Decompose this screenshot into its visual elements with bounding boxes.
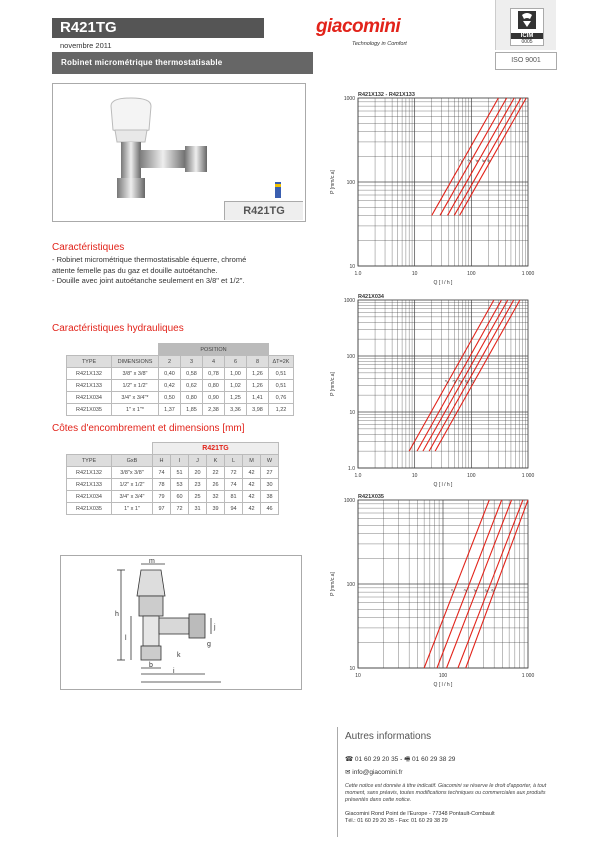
chart-r421x132-r421x133 <box>320 88 545 288</box>
series-label: 8 <box>486 158 492 164</box>
table-cell: 0,58 <box>181 368 203 380</box>
table-cell: 51 <box>171 467 189 479</box>
series-label: 2 <box>449 588 456 593</box>
technical-drawing <box>60 555 302 690</box>
y-axis-label: P [mm/c.a] <box>330 572 336 596</box>
y-tick-label: 1000 <box>343 298 355 304</box>
col-header: GxB <box>112 455 153 467</box>
y-tick-label: 1.0 <box>348 466 355 472</box>
cert-number: 0005 <box>521 39 533 45</box>
table-cell: 3/8"x 3/8" <box>112 467 153 479</box>
table-cell: 39 <box>207 503 225 515</box>
table-cell: 74 <box>153 467 171 479</box>
table-cell: 38 <box>261 491 279 503</box>
table-cell: 3/4" x 3/4"* <box>112 392 159 404</box>
valve-drawing <box>61 556 301 689</box>
series-label: 4 <box>457 379 464 384</box>
product-code: R421TG <box>52 18 264 38</box>
chart-2-wrap <box>320 290 545 495</box>
col-header: DIMENSIONS <box>112 356 159 368</box>
table-cell: 0,40 <box>159 368 181 380</box>
table-cell: R421X034 <box>67 491 112 503</box>
table-cell: 0,50 <box>159 392 181 404</box>
chart-r421x035 <box>320 490 545 690</box>
table-row <box>67 404 294 416</box>
col-header: H <box>153 455 171 467</box>
contact-phone-fax: ☎ 01 60 29 20 35 - 🖷 01 60 29 38 29 <box>345 756 456 763</box>
contact-email <box>345 768 403 776</box>
y-tick-label: 1000 <box>343 96 355 102</box>
table-cell: R421X132 <box>67 368 112 380</box>
table-cell: R421X035 <box>67 503 112 515</box>
x-tick-label: 1 000 <box>521 271 535 277</box>
table-cell: 3/8" x 3/8" <box>112 368 159 380</box>
col-header: TYPE <box>67 455 112 467</box>
table-cell: 0,80 <box>203 380 225 392</box>
table-cell: 81 <box>225 491 243 503</box>
table-cell: 30 <box>261 479 279 491</box>
col-header: M <box>243 455 261 467</box>
table-cell: 1,25 <box>225 392 247 404</box>
col-header: TYPE <box>67 356 112 368</box>
table-cell: R421X132 <box>67 467 112 479</box>
features-title: Caractéristiques <box>52 242 125 253</box>
series-label: 3 <box>451 379 458 384</box>
brand-tagline: Technology in Comfort <box>352 41 407 47</box>
dimensions-table-wrap <box>66 442 279 515</box>
y-tick-label: 100 <box>346 354 355 360</box>
table-row <box>67 503 279 515</box>
table-cell: 0,62 <box>181 380 203 392</box>
col-header: 8 <box>247 356 269 368</box>
hydraulic-title: Caractéristiques hydrauliques <box>52 323 184 334</box>
y-tick-label: 10 <box>349 666 355 672</box>
brand-logo: giacomini <box>316 16 401 37</box>
table-cell: 26 <box>207 479 225 491</box>
table-cell: 0,51 <box>269 368 294 380</box>
dimensions-title: Côtes d'encombrement et dimensions [mm] <box>52 423 245 434</box>
chart-3-wrap <box>320 490 545 695</box>
dim-label: j <box>214 624 216 631</box>
chart-1-wrap <box>320 88 545 293</box>
table-cell: 1" x 1" <box>112 503 153 515</box>
table-cell: 46 <box>261 503 279 515</box>
table-cell: 1,02 <box>225 380 247 392</box>
col-header: K <box>207 455 225 467</box>
x-tick-label: 1.0 <box>354 473 362 479</box>
series-label: 6 <box>483 588 490 593</box>
col-header: 6 <box>225 356 247 368</box>
series-label: 3 <box>462 588 469 593</box>
certification-logo <box>510 8 544 46</box>
hydraulic-table <box>66 343 294 416</box>
table-cell: 1,22 <box>269 404 294 416</box>
table-cell: 0,78 <box>203 368 225 380</box>
table-cell: 1,41 <box>247 392 269 404</box>
cert-label: ICIM <box>511 33 543 39</box>
series-label: 3 <box>466 158 473 164</box>
table-cell: 27 <box>261 467 279 479</box>
table-cell: 22 <box>207 467 225 479</box>
x-tick-label: 10 <box>411 271 418 277</box>
table-row <box>67 491 279 503</box>
table-cell: 0,76 <box>269 392 294 404</box>
series-label: 4 <box>472 588 478 593</box>
dim-label: m <box>149 558 155 565</box>
features-text <box>52 255 302 287</box>
series-label: 2 <box>458 158 464 164</box>
table-row <box>67 380 294 392</box>
table-row <box>67 392 294 404</box>
table-cell: 1,26 <box>247 368 269 380</box>
disclaimer: Cette notice est donnée à titre indicatif. Giacomini se réserve le droit d'apporter, à tout moment, sans préavis, toutes modifications techniques ou commerciales aux produits présentés dans cette notice. <box>345 783 547 803</box>
y-tick-label: 10 <box>349 264 355 270</box>
table-cell: 1,85 <box>181 404 203 416</box>
dimensions-table <box>66 442 279 515</box>
table-cell: 78 <box>153 479 171 491</box>
x-tick-label: 100 <box>467 271 476 277</box>
table-cell: 0,80 <box>181 392 203 404</box>
col-header: J <box>189 455 207 467</box>
table-cell: 1,26 <box>247 380 269 392</box>
table-cell: 32 <box>207 491 225 503</box>
dim-label: g <box>207 641 211 648</box>
features-line: attente femelle pas du gaz et douille autoétanche. <box>52 265 218 275</box>
chart-title: R421X132 - R421X133 <box>358 92 415 98</box>
dim-label: h <box>115 611 119 618</box>
table-row <box>67 467 279 479</box>
table-cell: 1/2" x 1/2" <box>112 380 159 392</box>
table-cell: 0,90 <box>203 392 225 404</box>
series-label: 8 <box>469 379 476 384</box>
table-cell: R421X133 <box>67 479 112 491</box>
table-cell: 25 <box>189 491 207 503</box>
fax-number: 01 60 29 38 29 <box>412 756 456 763</box>
table-cell: 74 <box>225 479 243 491</box>
position-header: POSITION <box>159 344 269 356</box>
product-label: R421TG <box>224 201 303 220</box>
col-header: 3 <box>181 356 203 368</box>
address-line: Tél.: 01 60 29 20 35 - Fax: 01 60 29 38 29 <box>345 818 448 824</box>
plot-frame <box>358 300 528 468</box>
table-row <box>67 368 294 380</box>
dim-label: l <box>125 635 127 642</box>
table-row <box>67 479 279 491</box>
table-cell: 20 <box>189 467 207 479</box>
table-cell: 23 <box>189 479 207 491</box>
logo-mark-icon <box>275 182 281 198</box>
email-link[interactable]: info@giacomini.fr <box>352 769 403 776</box>
y-axis-label: P [mm/c.a] <box>330 372 336 396</box>
phone-icon: ☎ <box>345 756 354 763</box>
chart-r421x034 <box>320 290 545 490</box>
table-cell: 1,37 <box>159 404 181 416</box>
table-cell: 72 <box>225 467 243 479</box>
y-tick-label: 100 <box>346 180 355 186</box>
x-axis-label: Q [ l / h ] <box>433 280 453 286</box>
publication-date: novembre 2011 <box>60 41 112 50</box>
y-tick-label: 1000 <box>343 498 355 504</box>
x-tick-label: 1 000 <box>521 673 535 679</box>
x-axis-label: Q [ l / h ] <box>433 482 453 488</box>
dimensions-caption: R421TG <box>153 443 279 455</box>
table-cell: 94 <box>225 503 243 515</box>
chart-title: R421X035 <box>358 494 384 500</box>
x-tick-label: 10 <box>355 673 361 679</box>
table-cell: 42 <box>243 491 261 503</box>
series-label: 6 <box>480 158 487 164</box>
chart-title: R421X034 <box>358 294 384 300</box>
table-cell: 42 <box>243 479 261 491</box>
x-tick-label: 100 <box>467 473 476 479</box>
table-cell: R421X035 <box>67 404 112 416</box>
table-cell: 97 <box>153 503 171 515</box>
iso-badge: ISO 9001 <box>495 52 557 70</box>
cert-seal-icon <box>512 9 542 31</box>
x-axis-label: Q [ l / h ] <box>433 682 453 688</box>
y-tick-label: 100 <box>346 582 355 588</box>
product-title: Robinet micrométrique thermostatisable <box>52 52 313 74</box>
table-cell: 72 <box>171 503 189 515</box>
x-tick-label: 1 000 <box>521 473 535 479</box>
phone-number: 01 60 29 20 35 <box>354 756 399 763</box>
hydraulic-table-wrap <box>66 343 294 416</box>
table-cell: 3/4" x 3/4" <box>112 491 153 503</box>
col-header: ΔT=2K <box>269 356 294 368</box>
x-tick-label: 1.0 <box>354 271 362 277</box>
info-title: Autres informations <box>345 731 432 742</box>
col-header: W <box>261 455 279 467</box>
dim-label: k <box>177 652 181 659</box>
table-cell: R421X034 <box>67 392 112 404</box>
x-tick-label: 100 <box>438 673 448 679</box>
col-header: 4 <box>203 356 225 368</box>
col-header: I <box>171 455 189 467</box>
address-line: Giacomini Rond Point de l'Europe - 77348 Pontault-Combault <box>345 811 495 817</box>
table-cell: 31 <box>189 503 207 515</box>
y-tick-label: 10 <box>349 410 355 416</box>
dim-label: b <box>149 662 153 669</box>
valve-illustration <box>53 84 303 219</box>
table-cell: 60 <box>171 491 189 503</box>
col-header: 2 <box>159 356 181 368</box>
series-label: 6 <box>463 379 470 384</box>
table-cell: 2,38 <box>203 404 225 416</box>
table-cell: 1" x 1"* <box>112 404 159 416</box>
series-label: 4 <box>473 158 480 164</box>
table-cell: 0,42 <box>159 380 181 392</box>
features-line: - Douille avec joint autoétanche seulement en 3/8" et 1/2". <box>52 276 245 285</box>
table-cell: 53 <box>171 479 189 491</box>
col-header: L <box>225 455 243 467</box>
table-cell: 3,98 <box>247 404 269 416</box>
fax-icon: 🖷 <box>404 756 411 763</box>
table-cell: 79 <box>153 491 171 503</box>
table-cell: 0,51 <box>269 380 294 392</box>
y-axis-label: P [mm/c.a] <box>330 170 336 194</box>
mail-icon: ✉ <box>345 769 351 776</box>
table-cell: 1,00 <box>225 368 247 380</box>
table-cell: 42 <box>243 467 261 479</box>
features-line: - Robinet micrométrique thermostatisable équerre, chromé <box>52 255 247 264</box>
x-tick-label: 10 <box>411 473 418 479</box>
series-label: 8 <box>490 588 496 593</box>
series-label: 2 <box>443 379 450 384</box>
table-cell: 3,36 <box>225 404 247 416</box>
table-cell: 42 <box>243 503 261 515</box>
table-cell: R421X133 <box>67 380 112 392</box>
dim-label: i <box>173 668 175 675</box>
table-cell: 1/2" x 1/2" <box>112 479 153 491</box>
